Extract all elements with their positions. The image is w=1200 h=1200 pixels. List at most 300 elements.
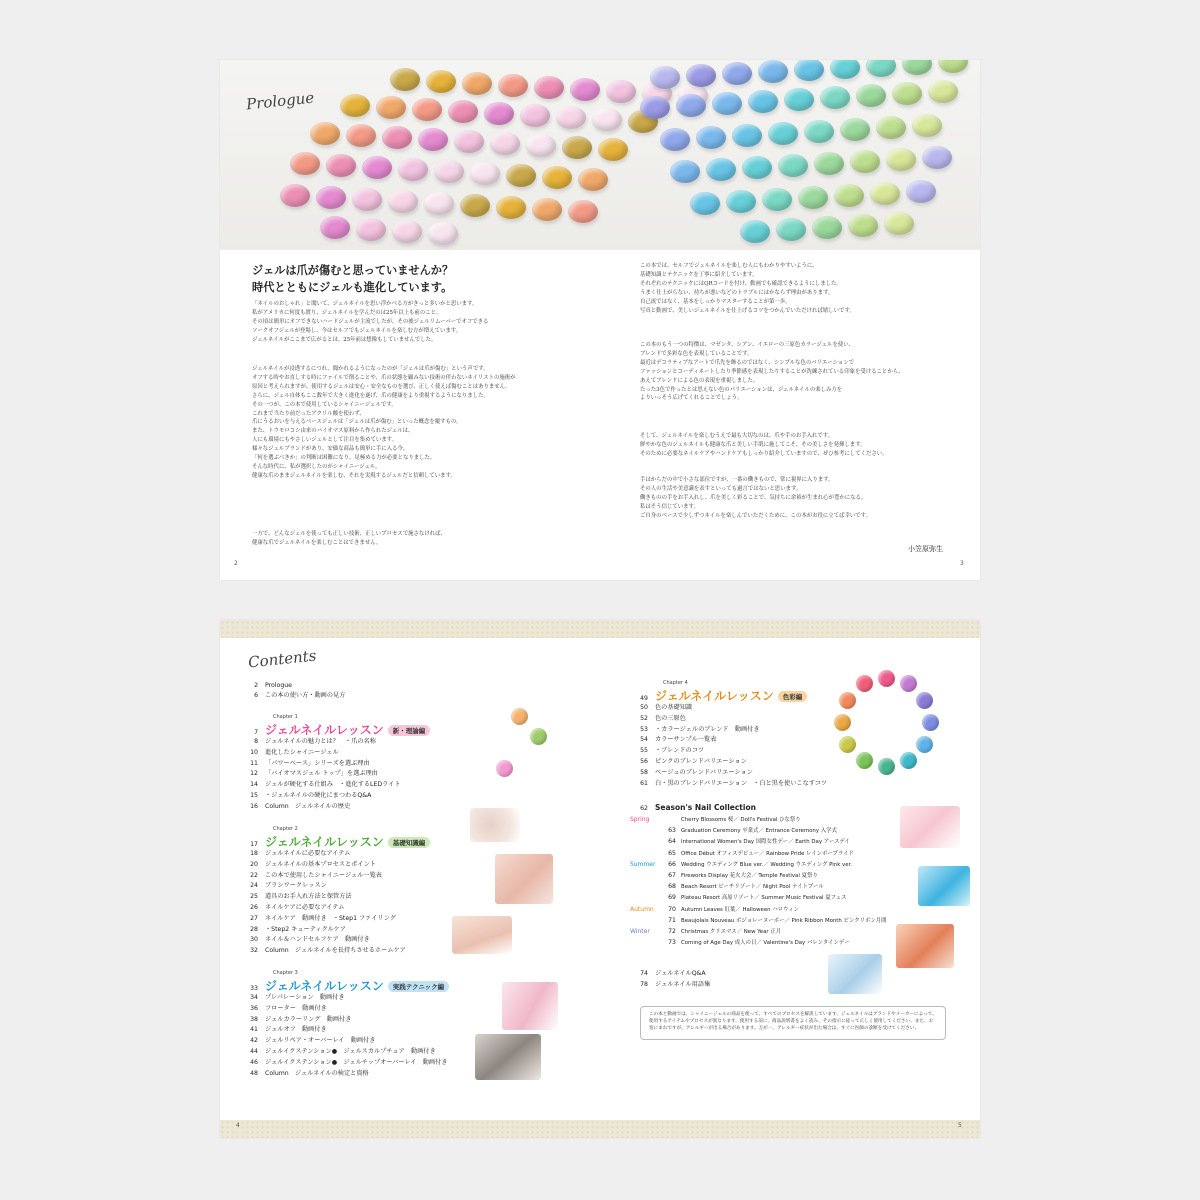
gel-drop xyxy=(830,60,860,79)
toc-item-label: Beach Resort ビーチリゾート／ Night Pool ナイトプール xyxy=(681,884,824,891)
toc-item-label: ブラシワークレッスン xyxy=(265,882,327,890)
gel-drop xyxy=(578,168,608,191)
gel-drops-photo xyxy=(220,60,980,250)
chapter4-title[interactable] xyxy=(630,687,807,704)
toc-page-number: 67 xyxy=(668,872,676,879)
toc-item-label: Plateau Resort 高原リゾート／ Summer Music Festival 夏フェス xyxy=(681,895,847,902)
chapter3-badge: 実践テクニック編 xyxy=(388,981,449,992)
gel-drop xyxy=(884,212,914,235)
toc-page-number: 24 xyxy=(250,882,258,890)
color-wheel-swatch xyxy=(856,752,873,769)
toc-page-number: 46 xyxy=(250,1058,258,1066)
toc-row[interactable] xyxy=(630,928,781,936)
gel-drop xyxy=(340,94,370,117)
gel-drop xyxy=(794,60,824,81)
gel-drop xyxy=(922,146,952,169)
prologue-right-paragraph-2: この本のもう一つの特徴は、マゼンタ、シアン、イエローの三原色カラージェルを使い、 ブレンドで多彩な色を表現していることです。 最近はデコラティブなアートで爪先を飾るのではなく、シンプルな色のバリエーションで ファッションとコーディネートしたり季節感を表現したりすることが洗練されている印象を受けることから、 あえてブレンドによる色の表現を重視しました。 たった3色で作ったとは思えない色のバリエーションは、ジェルネイルの楽しみ方を よりいっそう広げてくれることでしょう。 xyxy=(640,342,904,402)
toc-row[interactable] xyxy=(240,1059,447,1067)
gel-drop xyxy=(866,60,896,77)
toc-item-label: ・ジェルネイルの硬化にまつわるQ&A xyxy=(265,792,372,799)
toc-row[interactable] xyxy=(240,882,327,890)
prologue-left-paragraph-2: ジェルネイルが浸透するにつれ、聞かれるようになったのが「ジェルは爪が傷む」という声です。 オフする時やお直しする時にファイルで削ることや、爪の状態を顧みない技術の伴わないネイリストの施術が 原因と考えられますが、使用するジェルは安心・安全なものを選び、正しく使えば傷むことはありません。 さらに、ジェル自体もここ数年で大きく進化を遂げ、爪の健康をより重視するようになりました。 その一つが、この本で使用しているシャイニージェルです。 これまで当たり前だったアクリル酸を使わず、 爪にうるおいを与えるベースジェルは「ジェルは爪が傷む」といった概念を覆すもの。 また、トウモロコシ由来のバイオマス原料から作られたジェルは、 人にも環境にもやさしいジェルとして注目を集めています。 様々なジェルブランドがあり、安価な商品も簡単に手に入る今、 「何を選ぶべきか」の判断は困難になり、見極める力が必要となりました。 そんな時代に、私が選択したのがシャイニージェル。 健康な爪のままジェルネイルを楽しむ、それを実現するジェルだと信頼しています。 xyxy=(252,366,516,479)
gel-drop xyxy=(712,92,742,115)
toc-row[interactable] xyxy=(630,726,760,734)
gel-drop xyxy=(650,66,680,89)
toc-page-number: 34 xyxy=(250,994,258,1001)
season-label: Winter xyxy=(630,928,650,935)
toc-item-label: ジェルイクステンション● ジェルスカルプチュア 動画付き xyxy=(265,1048,436,1055)
gel-drop xyxy=(606,80,636,103)
gel-drop xyxy=(568,200,598,223)
toc-item-label: Autumn Leaves 紅葉／ Halloween ハロウィン xyxy=(681,906,799,913)
gel-drop xyxy=(424,192,454,215)
prologue-left-paragraph-3: 一方で、どんなジェルを使っても正しい技術、正しいプロセスで施さなければ、 健康な爪でジェルネイルを楽しむことはできません。 xyxy=(252,531,446,546)
toc-page-number: 42 xyxy=(250,1037,258,1045)
toc-row[interactable] xyxy=(240,760,370,768)
toc-row[interactable] xyxy=(240,1037,375,1045)
toc-row[interactable] xyxy=(240,1005,327,1013)
gel-drop xyxy=(326,154,356,177)
gel-drop xyxy=(412,98,442,121)
toc-item-label: 「パワーベース」シリーズを選ぶ理由 xyxy=(265,759,370,767)
page-number-right: 5 xyxy=(958,1122,962,1129)
gel-drop xyxy=(390,68,420,91)
nail-photo xyxy=(495,854,553,904)
gel-drop xyxy=(902,60,932,75)
prologue-spread xyxy=(220,60,980,580)
toc-row[interactable] xyxy=(630,872,818,880)
gel-drop xyxy=(798,186,828,209)
gel-drop xyxy=(856,84,886,107)
gel-drop xyxy=(928,80,958,103)
toc-row[interactable] xyxy=(630,758,747,766)
toc-page-number: 68 xyxy=(668,883,676,891)
toc-row[interactable] xyxy=(630,894,847,902)
toc-page-number: 62 xyxy=(640,805,648,812)
toc-row[interactable] xyxy=(630,917,887,925)
autumn-nail-photo xyxy=(896,924,954,968)
toc-page-number: 38 xyxy=(250,1015,258,1023)
toc-page-number: 20 xyxy=(250,860,258,868)
toc-row[interactable] xyxy=(240,781,401,789)
color-wheel-swatch xyxy=(878,670,895,687)
gel-drop xyxy=(460,194,490,217)
gel-drop xyxy=(732,124,762,147)
toc-page-number: 41 xyxy=(250,1026,258,1034)
author-name: 小笠原弥生 xyxy=(908,545,943,553)
toc-row[interactable] xyxy=(630,981,710,989)
gel-drop xyxy=(388,190,418,213)
toc-row[interactable] xyxy=(240,1016,351,1024)
page-number-left: 4 xyxy=(236,1122,240,1129)
toc-item-label: 進化したシャイニージェル xyxy=(265,748,339,756)
color-wheel-swatch xyxy=(834,714,851,731)
gel-drop xyxy=(784,88,814,111)
toc-item-label: ジェルネイルQ&A xyxy=(655,970,706,977)
toc-page-number: 53 xyxy=(640,725,648,733)
toc-page-number: 18 xyxy=(250,850,258,857)
gel-drop xyxy=(776,218,806,241)
gel-drop xyxy=(870,182,900,205)
gel-drop xyxy=(556,106,586,129)
gel-drop xyxy=(346,124,376,147)
gel-drop xyxy=(762,188,792,211)
toc-row[interactable] xyxy=(240,936,370,944)
usage-note-box: この本と動画では、シャイニージェルの商品を使って、すべてのプロセスを解説しています。ジェルネイルはブランドやメーカーによって、使用するアイテムやプロセスが異なります。使用する前に、商品説明書をよく読み、その指示に従って正しく使用してください。また、お客にまれですが、アレルギーが出る場合があります。万が一、アレルギー症状が出た場合は、すぐに医師の診断を受けてください。 xyxy=(640,1006,946,1040)
gel-drop xyxy=(562,136,592,159)
prologue-script-title: Prologue xyxy=(245,88,316,114)
toc-row[interactable] xyxy=(240,770,378,778)
toc-page-number: 78 xyxy=(640,981,648,988)
gel-drop xyxy=(320,216,350,239)
toc-item-label: ジェルカラーリング 動画付き xyxy=(265,1015,352,1023)
color-wheel-swatch xyxy=(856,675,873,692)
chapter1-title[interactable] xyxy=(240,721,430,738)
gel-drop xyxy=(356,218,386,241)
toc-page-number: 54 xyxy=(640,736,648,744)
gel-drop xyxy=(670,160,700,183)
toc-item-label: ジェルオフ 動画付き xyxy=(265,1026,327,1034)
season-label: Summer xyxy=(630,860,656,868)
prologue-left-paragraph-1: 「ネイルのおしゃれ」と聞いて、ジェルネイルを思い浮かべる方がきっと多いかと思います。 私がアメリカに何度も渡り、ジェルネイルを学んだのは25年以上も前のこと。 その頃は簡単にオフできないハードジェルが主流でしたが、その後ジェルリムーバーでオフできる ソークオフジェルが登場し、今はセルフでもジェルネイルを楽しむ方が増えています。 ジェルネイルがここまで広がるとは、25年前は想像もしていませんでした。 xyxy=(252,301,489,343)
toc-row[interactable] xyxy=(630,747,704,755)
toc-row[interactable] xyxy=(240,893,352,901)
gel-drop xyxy=(848,214,878,237)
gel-drop xyxy=(382,126,412,149)
gel-drop xyxy=(280,184,310,207)
toc-item-label: International Women's Day 国際女性デー／ Earth Day アースデイ xyxy=(681,839,850,846)
gel-drop xyxy=(686,64,716,87)
toc-row[interactable] xyxy=(240,994,345,1002)
spring-nail-photo xyxy=(900,806,960,848)
toc-row[interactable] xyxy=(630,816,801,824)
gel-drop xyxy=(598,138,628,161)
gel-drop xyxy=(696,126,726,149)
gel-drop xyxy=(592,108,622,131)
nail-photo xyxy=(470,808,520,842)
toc-item-label: ジェルネイルに必要なアイテム xyxy=(265,850,351,857)
gel-drop xyxy=(740,220,770,243)
gel-drop xyxy=(392,220,422,243)
toc-page-number: 52 xyxy=(640,714,648,722)
toc-page-number: 36 xyxy=(250,1004,258,1012)
summer-nail-photo xyxy=(918,866,970,906)
toc-item-label: ジェルイクステンション● ジェルチップオーバーレイ 動画付き xyxy=(265,1058,448,1066)
chapter2-title-text: ジェルネイルレッスン xyxy=(265,835,384,849)
toc-item-label: Column ジェルネイルを長持ちさせるホームケア xyxy=(265,947,406,955)
toc-row[interactable] xyxy=(240,872,382,880)
toc-page-number: 61 xyxy=(640,779,648,787)
toc-item-label: ネイル＆ハンドセルフケア 動画付き xyxy=(265,936,370,944)
toc-item-label: 道具のお手入れ方法と保管方法 xyxy=(265,893,352,901)
toc-row[interactable] xyxy=(630,769,753,777)
toc-item-label: 色の基礎知識 xyxy=(655,704,693,711)
toc-item-label: Wedding ウエディング Blue ver.／ Wedding ウエディング Pink ver. xyxy=(681,861,852,868)
toc-page-number: 65 xyxy=(668,849,676,857)
gel-drop xyxy=(520,104,550,127)
green-swatch xyxy=(530,728,547,745)
contents-spread xyxy=(220,620,980,1138)
toc-row[interactable] xyxy=(630,906,799,914)
gel-drop xyxy=(804,120,834,143)
toc-item-label: ジェルネイルの魅力とは？ ・爪の名称 xyxy=(265,738,376,745)
gel-drop xyxy=(676,94,706,117)
gel-drop xyxy=(542,166,572,189)
gel-drop xyxy=(758,60,788,83)
gel-drop xyxy=(938,60,968,73)
nail-photo xyxy=(502,982,558,1030)
toc-item-label: ジェルネイルの基本プロセスとポイント xyxy=(265,860,376,868)
chapter1-label: Chapter 1 xyxy=(273,714,298,720)
winter-nail-photo xyxy=(828,954,882,994)
toc-page-number: 32 xyxy=(250,947,258,955)
toc-page-number: 11 xyxy=(250,759,258,767)
gel-drop xyxy=(418,128,448,151)
color-wheel-swatch xyxy=(916,736,933,753)
toc-row[interactable] xyxy=(240,1070,369,1078)
toc-page-number: 64 xyxy=(668,838,676,846)
toc-item-label: ピンクのブレンドバリエーション xyxy=(655,758,747,765)
toc-page-number: 14 xyxy=(250,781,258,789)
toc-row[interactable] xyxy=(240,803,350,811)
gel-drop xyxy=(506,164,536,187)
toc-page-number: 2 xyxy=(254,682,258,689)
toc-page-number: 69 xyxy=(668,894,676,902)
gel-drop xyxy=(352,188,382,211)
toc-item-label: この本の使い方・動画の見方 xyxy=(265,692,346,699)
color-wheel-swatch xyxy=(900,675,917,692)
page-number-right: 3 xyxy=(960,560,964,567)
chapter4-badge: 色彩編 xyxy=(778,691,808,702)
gel-drop xyxy=(722,62,752,85)
gel-drop xyxy=(660,128,690,151)
page-number-left: 2 xyxy=(234,560,238,567)
gel-drop xyxy=(428,222,458,245)
gel-drop xyxy=(706,158,736,181)
toc-row[interactable] xyxy=(240,947,406,955)
toc-page-number: 15 xyxy=(250,792,258,799)
toc-item-label: ベージュのブレンドバリエーション xyxy=(655,768,753,776)
toc-item-label: 白・黒のブレンドバリエーション ・白と黒を使いこなすコツ xyxy=(655,779,828,787)
gel-drop xyxy=(814,152,844,175)
gel-drop xyxy=(690,192,720,215)
toc-item-label: フローター 動画付き xyxy=(265,1004,327,1012)
toc-page-number: 33 xyxy=(250,985,258,992)
toc-row[interactable] xyxy=(630,939,850,947)
toc-item-label: Office Début オフィスデビュー／ Rainbow Pride レインボープライド xyxy=(681,850,854,857)
nail-photo xyxy=(452,916,512,954)
toc-row[interactable] xyxy=(240,926,346,934)
toc-page-number: 26 xyxy=(250,904,258,911)
prologue-heading-line2: 時代とともにジェルも進化しています。 xyxy=(252,280,453,294)
toc-page-number: 66 xyxy=(668,860,676,868)
orange-swatch xyxy=(511,708,528,725)
chapter3-title-text: ジェルネイルレッスン xyxy=(265,979,384,993)
chapter3-title[interactable] xyxy=(240,977,449,994)
prologue-right-paragraph-3: そして、ジェルネイルを楽しむうえで最も大切なのは、爪や手のお手入れです。 鮮やかな色のジェルネイルも健康な爪と美しい手肌に施してこそ、その美しさを発揮します。 そのために必要なネイルケアやハンドケアもしっかり紹介していますので、ぜひ参考にしてください。 xyxy=(640,433,888,457)
toc-page-number: 30 xyxy=(250,936,258,944)
contents-script-title: Contents xyxy=(247,646,318,672)
gel-drop xyxy=(490,132,520,155)
gel-drop xyxy=(768,122,798,145)
gel-drop xyxy=(290,152,320,175)
toc-row[interactable] xyxy=(630,838,850,846)
prologue-heading xyxy=(252,262,582,296)
season-label: Autumn xyxy=(630,905,654,913)
gel-drop xyxy=(820,86,850,109)
gel-drop xyxy=(912,114,942,137)
gel-drop xyxy=(748,90,778,113)
gel-drop xyxy=(834,184,864,207)
toc-page-number: 58 xyxy=(640,768,648,776)
toc-row[interactable] xyxy=(630,715,686,723)
toc-item-label: ジェルリペア・オーバーレイ 動画付き xyxy=(265,1037,376,1045)
toc-page-number: 55 xyxy=(640,747,648,755)
toc-page-number: 16 xyxy=(250,802,258,810)
toc-row[interactable] xyxy=(240,915,396,923)
gel-drop xyxy=(778,154,808,177)
prologue-right-paragraph-4: 手はからだの中で小さな部位ですが、一番の働きもので、常に視界に入ります。 その人の生活や美意識を表すといっても過言ではないと思います。 働きものの手をお手入れし、爪を美しく彩ることで、気持ちに余裕が生まれ心が豊かになる。 私はそう信じています。 ご自身のペースで少しずつネイルを楽しんでいただくために、この本がお役に立てば幸いです。 xyxy=(640,477,871,519)
gel-drop xyxy=(496,196,526,219)
color-wheel-swatch xyxy=(922,714,939,731)
gel-drop xyxy=(398,158,428,181)
toc-row[interactable] xyxy=(240,861,376,869)
toc-row[interactable] xyxy=(630,861,852,869)
gel-drop xyxy=(310,122,340,145)
color-wheel-swatch xyxy=(900,752,917,769)
gel-drop xyxy=(532,198,562,221)
toc-page-number: 72 xyxy=(668,928,676,935)
toc-page-number: 6 xyxy=(254,692,258,699)
toc-row[interactable] xyxy=(630,780,827,788)
toc-row[interactable] xyxy=(630,736,716,744)
toc-row[interactable] xyxy=(240,850,350,858)
season-collection-title: Season's Nail Collection xyxy=(655,803,756,812)
toc-page-number: 44 xyxy=(250,1048,258,1055)
toc-item-label: Column ジェルネイルの検定と資格 xyxy=(265,1069,369,1077)
toc-row[interactable] xyxy=(240,792,371,800)
gel-drop xyxy=(484,102,514,125)
toc-item-label: カラーサンプル一覧表 xyxy=(655,736,717,744)
toc-item-label: Coming of Age Day 成人の日／ Valentine's Day バレンタインデー xyxy=(681,940,850,947)
gel-drop xyxy=(840,118,870,141)
toc-page-number: 28 xyxy=(250,925,258,933)
toc-item-label: Prologue xyxy=(265,682,292,689)
chapter1-badge: 新・理論編 xyxy=(388,725,431,736)
toc-page-number: 63 xyxy=(668,827,676,835)
toc-row[interactable] xyxy=(630,970,706,978)
toc-item-label: ネイルケア 動画付き ・Step1 ファイリング xyxy=(265,914,396,922)
toc-row[interactable] xyxy=(630,704,692,712)
gel-drop xyxy=(876,116,906,139)
toc-page-number: 25 xyxy=(250,893,258,901)
toc-page-number: 12 xyxy=(250,770,258,778)
toc-page-number: 10 xyxy=(250,748,258,756)
toc-row[interactable] xyxy=(240,682,292,690)
gel-drop xyxy=(448,100,478,123)
toc-item-label: Column ジェルネイルの歴史 xyxy=(265,802,351,810)
gel-drop xyxy=(534,76,564,99)
toc-row[interactable] xyxy=(630,850,854,858)
color-wheel-swatch xyxy=(916,692,933,709)
gel-drop xyxy=(570,78,600,101)
toc-item-label: Christmas クリスマス／ New Year 正月 xyxy=(681,929,782,935)
toc-page-number: 70 xyxy=(668,905,676,913)
toc-row[interactable] xyxy=(240,1048,436,1056)
toc-page-number: 7 xyxy=(254,729,258,736)
chapter2-label: Chapter 2 xyxy=(273,826,298,832)
toc-row[interactable] xyxy=(240,749,339,757)
color-wheel-swatch xyxy=(839,736,856,753)
gel-drop xyxy=(526,134,556,157)
gel-drop xyxy=(886,148,916,171)
prologue-right-paragraph-1: この本では、セルフでジェルネイルを楽しむ人にもわかりやすいように、 基礎知識とテクニックを丁寧に紹介しています。 それぞれのテクニックにはQRコードを付け、動画でも確認できるようにしました。 うまく仕上がらない、持ちが悪いなどのトラブルにはかならず理由があります。 自己流ではなく、基本をしっかりマスターすることが第一歩。 写真と動画で、美しいジェルネイルを仕上げるコツをつかんでいただければ嬉しいです。 xyxy=(640,263,855,314)
gel-drop xyxy=(376,96,406,119)
toc-item-label: Graduation Ceremony 卒業式／ Entrance Ceremony 入学式 xyxy=(681,828,837,835)
toc-page-number: 56 xyxy=(640,758,648,765)
chapter3-label: Chapter 3 xyxy=(273,970,298,976)
bottom-pattern-band xyxy=(220,1120,980,1138)
gel-drop xyxy=(316,186,346,209)
chapter2-title[interactable] xyxy=(240,833,430,850)
toc-row[interactable] xyxy=(240,692,345,700)
toc-item-label: ・Step2 キューティクルケア xyxy=(265,925,347,933)
toc-item-label: 色の三原色 xyxy=(655,714,686,722)
chapter1-title-text: ジェルネイルレッスン xyxy=(265,723,384,737)
toc-row[interactable] xyxy=(240,738,376,746)
toc-page-number: 50 xyxy=(640,704,648,711)
toc-item-label: ジェルネイル用語集 xyxy=(655,981,711,988)
toc-item-label: Beaujolais Nouveau ボジョレーヌーボー／ Pink Ribbon Month ピンクリボン月間 xyxy=(681,917,887,924)
toc-item-label: この本で使用したシャイニージェル一覧表 xyxy=(265,871,382,879)
gel-drop xyxy=(812,216,842,239)
gel-drop xyxy=(362,156,392,179)
toc-row[interactable] xyxy=(240,1026,327,1034)
toc-item-label: Cherry Blossoms 桜／ Doll's Festival ひな祭り xyxy=(681,817,801,823)
season-collection-title-row[interactable] xyxy=(630,804,756,813)
toc-item-label: ネイルケアに必要なアイテム xyxy=(265,904,345,911)
toc-item-label: 「バイオマスジェル トップ」を選ぶ理由 xyxy=(265,770,378,778)
season-label: Spring xyxy=(630,816,650,823)
toc-page-number: 17 xyxy=(250,841,258,848)
color-wheel-swatch xyxy=(839,692,856,709)
toc-item-label: ジェルが硬化する仕組み ・進化するLEDライト xyxy=(265,781,401,789)
toc-page-number: 48 xyxy=(250,1069,258,1077)
gel-drop xyxy=(426,70,456,93)
gel-drop xyxy=(498,74,528,97)
toc-item-label: Fireworks Display 花火大会／ Temple Festival 夏祭り xyxy=(681,873,818,879)
toc-page-number: 71 xyxy=(668,916,676,924)
toc-row[interactable] xyxy=(630,827,837,835)
toc-page-number: 74 xyxy=(640,970,648,977)
nail-photo xyxy=(475,1034,541,1080)
gel-drop xyxy=(640,96,670,119)
gel-drop xyxy=(850,150,880,173)
toc-row[interactable] xyxy=(630,883,824,891)
toc-item-label: ・ブレンドのコツ xyxy=(655,747,705,755)
toc-page-number: 73 xyxy=(668,939,676,947)
gel-drop xyxy=(470,162,500,185)
toc-page-number: 8 xyxy=(254,738,258,745)
prologue-heading-line1: ジェルは爪が傷むと思っていませんか？ xyxy=(252,263,454,277)
gel-drop xyxy=(454,130,484,153)
color-wheel-swatch xyxy=(878,758,895,775)
toc-page-number: 27 xyxy=(250,914,258,922)
pink-swatch xyxy=(496,760,513,777)
toc-row[interactable] xyxy=(240,904,344,912)
chapter4-title-text: ジェルネイルレッスン xyxy=(655,689,774,703)
toc-item-label: ・カラージェルのブレンド 動画付き xyxy=(655,725,760,733)
